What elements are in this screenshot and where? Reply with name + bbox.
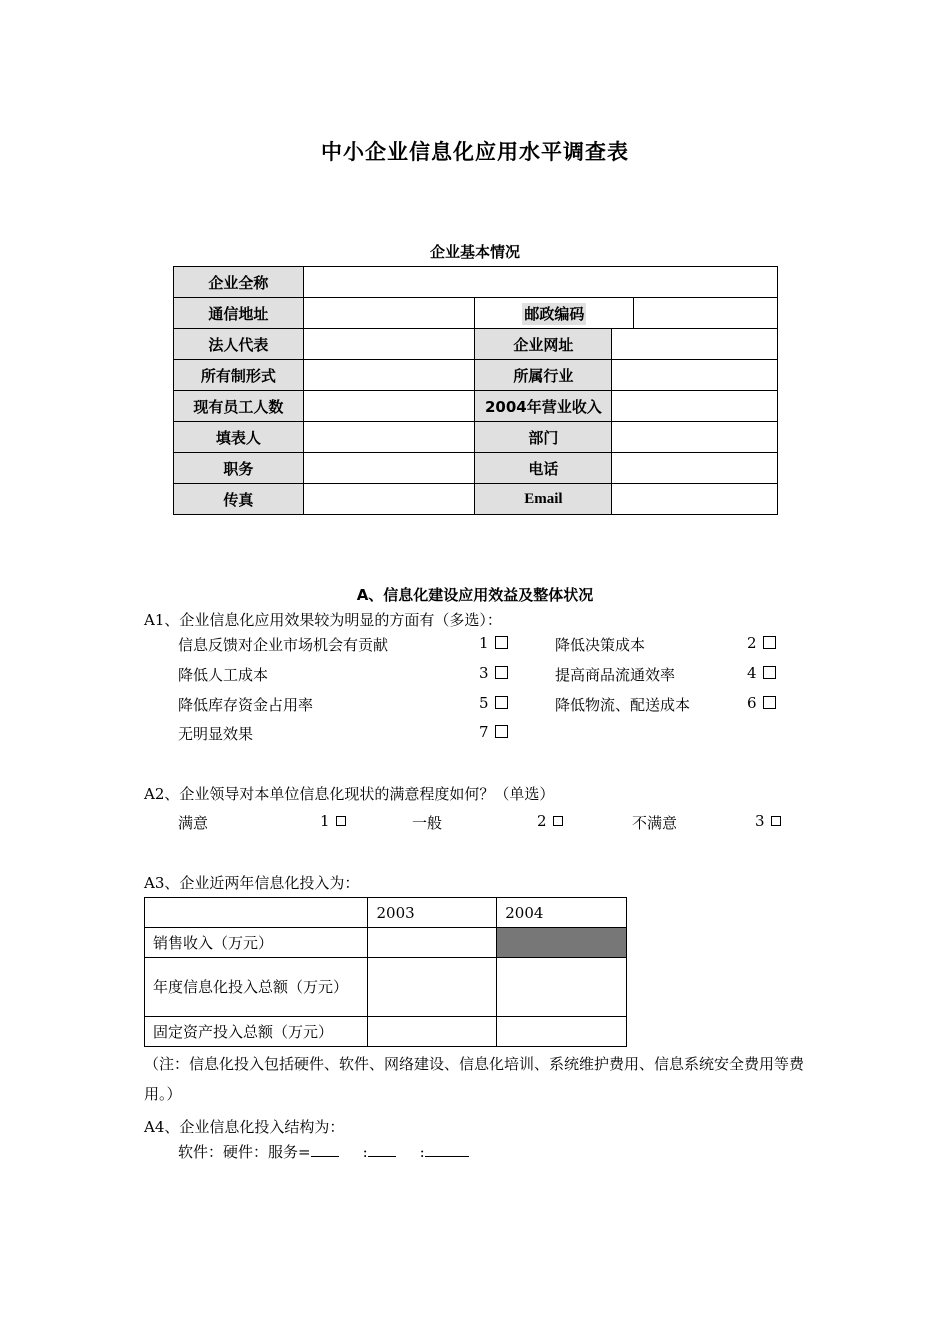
- a2-option-label: 不满意: [632, 814, 678, 832]
- a4-ratio-row: [178, 1141, 469, 1162]
- legal-rep-field[interactable]: [303, 329, 475, 360]
- a2-question: A2、企业领导对本单位信息化现状的满意程度如何？（单选）: [144, 785, 555, 803]
- checkbox-icon[interactable]: [495, 696, 508, 709]
- a1-option-2[interactable]: [747, 634, 776, 652]
- ownership-field[interactable]: [303, 360, 475, 391]
- sales-2004-field: [497, 928, 627, 958]
- postcode-field[interactable]: [634, 298, 778, 329]
- option-number: 3: [755, 812, 765, 830]
- a2-option-1[interactable]: [320, 812, 346, 830]
- checkbox-icon[interactable]: [495, 725, 508, 738]
- filler-field[interactable]: [303, 422, 475, 453]
- ownership-label: 所有制形式: [174, 360, 304, 391]
- revenue-label: 2004年营业收入: [475, 391, 612, 422]
- ratio-label: 软件：硬件：服务=: [178, 1143, 311, 1161]
- postcode-label-cell: [475, 298, 634, 329]
- option-number: 3: [479, 664, 489, 682]
- a1-option-4[interactable]: [747, 664, 776, 682]
- a1-option-label: 信息反馈对企业市场机会有贡献: [178, 636, 389, 654]
- department-label: 部门: [475, 422, 612, 453]
- service-ratio-input[interactable]: [425, 1142, 469, 1157]
- revenue-field[interactable]: [612, 391, 778, 422]
- industry-label: 所属行业: [475, 360, 612, 391]
- industry-field[interactable]: [612, 360, 778, 391]
- page-title: 中小企业信息化应用水平调查表: [321, 140, 629, 164]
- year-header: 2003: [368, 898, 497, 928]
- a2-option-label: 满意: [178, 814, 209, 832]
- table-corner-cell: [145, 898, 368, 928]
- a1-option-7[interactable]: [479, 723, 508, 741]
- checkbox-icon[interactable]: [763, 696, 776, 709]
- legal-rep-label: 法人代表: [174, 329, 304, 360]
- option-number: 1: [479, 634, 489, 652]
- option-number: 4: [747, 664, 757, 682]
- a1-option-label: 提高商品流通效率: [555, 666, 676, 684]
- option-number: 7: [479, 723, 489, 741]
- position-label: 职务: [174, 453, 304, 484]
- address-field[interactable]: [303, 298, 475, 329]
- checkbox-icon[interactable]: [771, 816, 781, 826]
- a1-option-6[interactable]: [747, 694, 776, 712]
- fixed-asset-2004-field[interactable]: [497, 1017, 627, 1047]
- phone-label: 电话: [475, 453, 612, 484]
- ratio-separator: :: [419, 1143, 425, 1161]
- section-a-heading: A、信息化建设应用效益及整体状况: [356, 586, 594, 604]
- option-number: 2: [747, 634, 757, 652]
- department-field[interactable]: [612, 422, 778, 453]
- option-number: 2: [537, 812, 547, 830]
- website-label: 企业网址: [475, 329, 612, 360]
- employees-label: 现有员工人数: [174, 391, 304, 422]
- it-invest-2003-field[interactable]: [368, 958, 497, 1017]
- employees-field[interactable]: [303, 391, 475, 422]
- a1-option-3[interactable]: [479, 664, 508, 682]
- checkbox-icon[interactable]: [763, 636, 776, 649]
- company-name-label: 企业全称: [174, 267, 304, 298]
- year-header: 2004: [497, 898, 627, 928]
- a1-question: A1、企业信息化应用效果较为明显的方面有（多选）：: [144, 611, 502, 629]
- a2-option-2[interactable]: [537, 812, 563, 830]
- option-number: 5: [479, 694, 489, 712]
- checkbox-icon[interactable]: [763, 666, 776, 679]
- checkbox-icon[interactable]: [495, 636, 508, 649]
- address-label: 通信地址: [174, 298, 304, 329]
- hardware-ratio-input[interactable]: [368, 1142, 396, 1157]
- a1-option-label: 降低决策成本: [555, 636, 646, 654]
- row-label: 固定资产投入总额（万元）: [145, 1017, 368, 1047]
- email-field[interactable]: [612, 484, 778, 515]
- a1-option-1[interactable]: [479, 634, 508, 652]
- fax-label: 传真: [174, 484, 304, 515]
- sales-2003-field[interactable]: [368, 928, 497, 958]
- ratio-separator: :: [362, 1143, 368, 1161]
- email-label: Email: [475, 484, 612, 515]
- basic-info-heading: 企业基本情况: [429, 243, 520, 261]
- option-number: 1: [320, 812, 330, 830]
- a2-option-label: 一般: [412, 814, 443, 832]
- filler-label: 填表人: [174, 422, 304, 453]
- basic-info-table: [173, 266, 778, 515]
- a3-note: （注：信息化投入包括硬件、软件、网络建设、信息化培训、系统维护费用、信息系统安全费用等费用。）: [144, 1055, 805, 1103]
- a1-option-5[interactable]: [479, 694, 508, 712]
- a1-option-label: 降低库存资金占用率: [178, 696, 314, 714]
- a2-option-3[interactable]: [755, 812, 781, 830]
- checkbox-icon[interactable]: [336, 816, 346, 826]
- phone-field[interactable]: [612, 453, 778, 484]
- checkbox-icon[interactable]: [553, 816, 563, 826]
- a1-option-label: 降低物流、配送成本: [555, 696, 691, 714]
- a4-question: A4、企业信息化投入结构为：: [144, 1118, 345, 1136]
- a1-option-label: 无明显效果: [178, 725, 254, 743]
- fixed-asset-2003-field[interactable]: [368, 1017, 497, 1047]
- position-field[interactable]: [303, 453, 475, 484]
- investment-table: [144, 897, 627, 1047]
- it-invest-2004-field[interactable]: [497, 958, 627, 1017]
- fax-field[interactable]: [303, 484, 475, 515]
- a3-question: A3、企业近两年信息化投入为：: [144, 874, 360, 892]
- postcode-label: 邮政编码: [524, 304, 585, 323]
- option-number: 6: [747, 694, 757, 712]
- company-name-field[interactable]: [303, 267, 777, 298]
- website-field[interactable]: [612, 329, 778, 360]
- row-label: 销售收入（万元）: [145, 928, 368, 958]
- a1-option-label: 降低人工成本: [178, 666, 269, 684]
- software-ratio-input[interactable]: [311, 1142, 339, 1157]
- row-label: 年度信息化投入总额（万元）: [145, 958, 368, 1017]
- checkbox-icon[interactable]: [495, 666, 508, 679]
